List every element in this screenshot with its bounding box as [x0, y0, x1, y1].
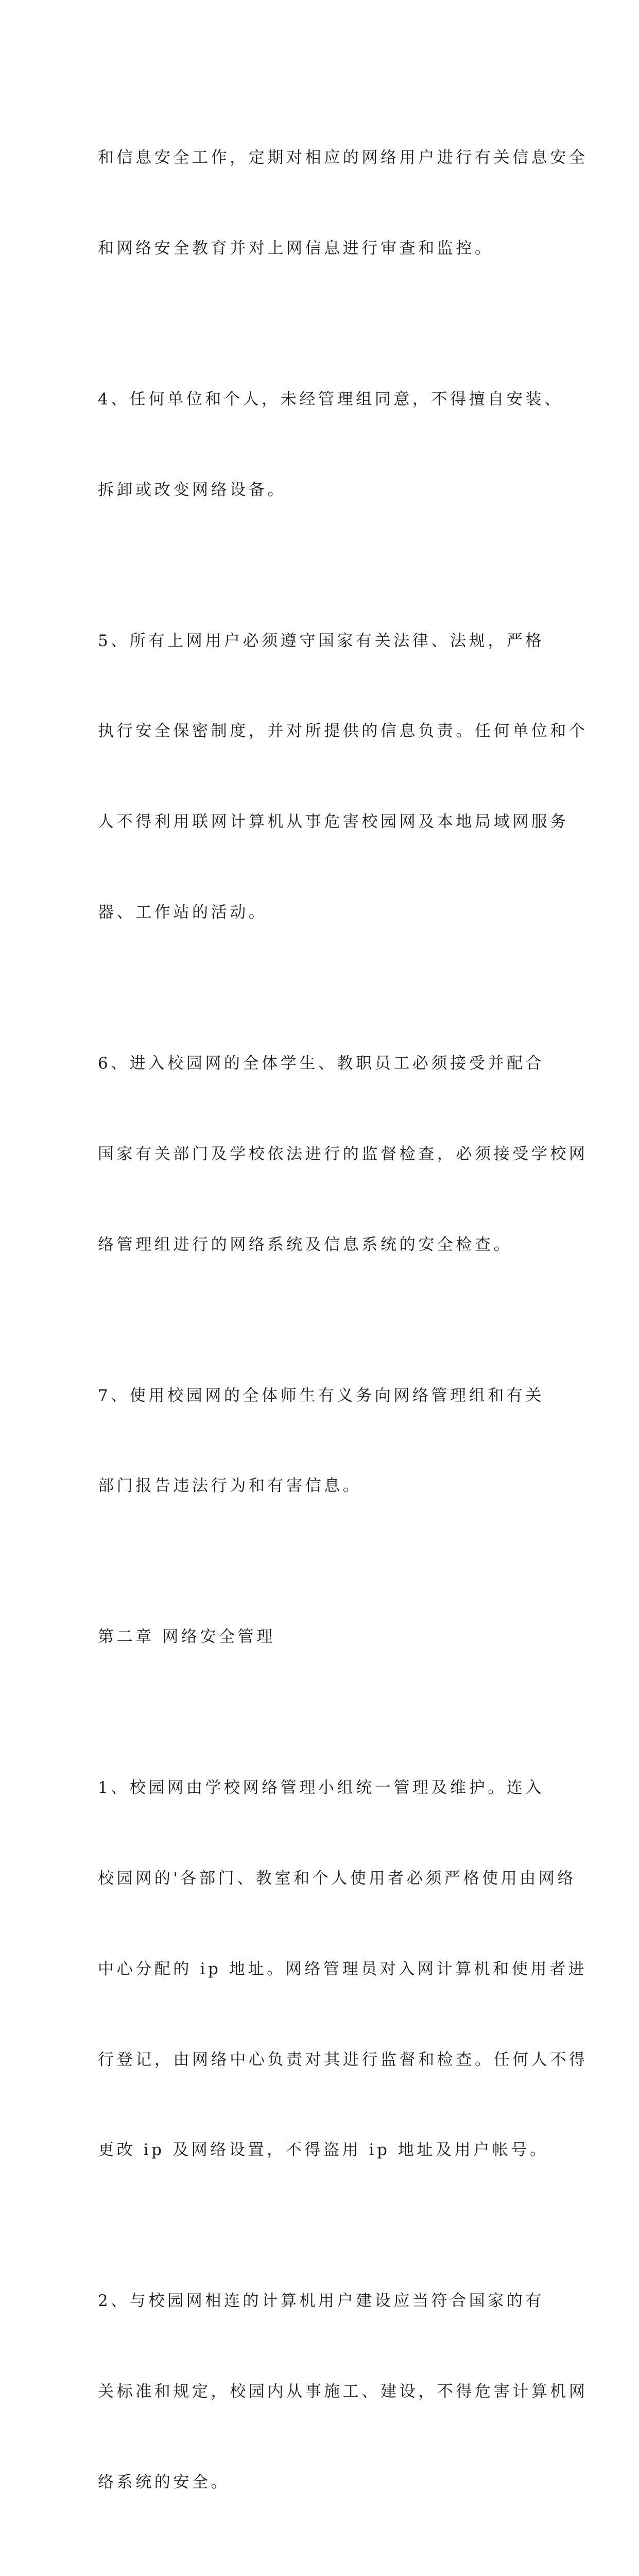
text-line: 7、使用校园网的全体师生有义务向网络管理组和有关: [98, 1386, 545, 1405]
text-line: 国家有关部门及学校依法进行的监督检查，必须接受学校网: [98, 1144, 588, 1163]
text-line: 器、工作站的活动。: [98, 903, 268, 922]
text-line: 络管理组进行的网络系统及信息系统的安全检查。: [98, 1235, 513, 1254]
chapter-title: 第二章 网络安全管理: [98, 1628, 275, 1647]
paragraph-item-7: [98, 1320, 551, 1562]
text-line: 部门报告违法行为和有害信息。: [98, 1477, 362, 1496]
paragraph-continuation: [98, 82, 588, 324]
text-line: 执行安全保密制度，并对所提供的信息负责。任何单位和个: [98, 722, 588, 741]
text-line: 拆卸或改变网络设备。: [98, 480, 286, 499]
document-body: [98, 82, 588, 2576]
text-line: 和网络安全教育并对上网信息进行审查和监控。: [98, 239, 494, 258]
text-line: 校园网的'各部门、教室和个人使用者必须严格使用由网络: [98, 1869, 577, 1888]
paragraph-chapter2-item-1: [98, 1713, 588, 2226]
text-line: 人不得利用联网计算机从事危害校园网及本地局域网服务: [98, 812, 569, 832]
text-line: 6、进入校园网的全体学生、教职员工必须接受并配合: [98, 1054, 545, 1073]
text-line: 2、与校园网相连的计算机用户建设应当符合国家的有: [98, 2292, 545, 2311]
text-line: 5、所有上网用户必须遵守国家有关法律、法规，严格: [98, 631, 545, 650]
text-line: 中心分配的 ip 地址。网络管理员对入网计算机和使用者进: [98, 1959, 588, 1978]
paragraph-item-6: [98, 988, 588, 1320]
text-line: 和信息安全工作，定期对相应的网络用户进行有关信息安全: [98, 148, 588, 167]
text-line: 络系统的安全。: [98, 2472, 230, 2492]
paragraph-item-5: [98, 566, 588, 988]
text-line: 1、校园网由学校网络管理小组统一管理及维护。连入: [98, 1778, 545, 1798]
text-line: 4、任何单位和个人，未经管理组同意，不得擅自安装、: [98, 389, 563, 409]
chapter-heading: [98, 1562, 551, 1713]
paragraph-chapter2-item-3: [98, 2558, 551, 2576]
paragraph-chapter2-item-2: [98, 2226, 588, 2558]
text-line: 更改 ip 及网络设置，不得盗用 ip 地址及用户帐号。: [98, 2141, 549, 2160]
paragraph-item-4: [98, 324, 563, 566]
text-line: 关标准和规定，校园内从事施工、建设，不得危害计算机网: [98, 2382, 588, 2401]
text-line: 行登记，由网络中心负责对其进行监督和检查。任何人不得: [98, 2050, 588, 2069]
